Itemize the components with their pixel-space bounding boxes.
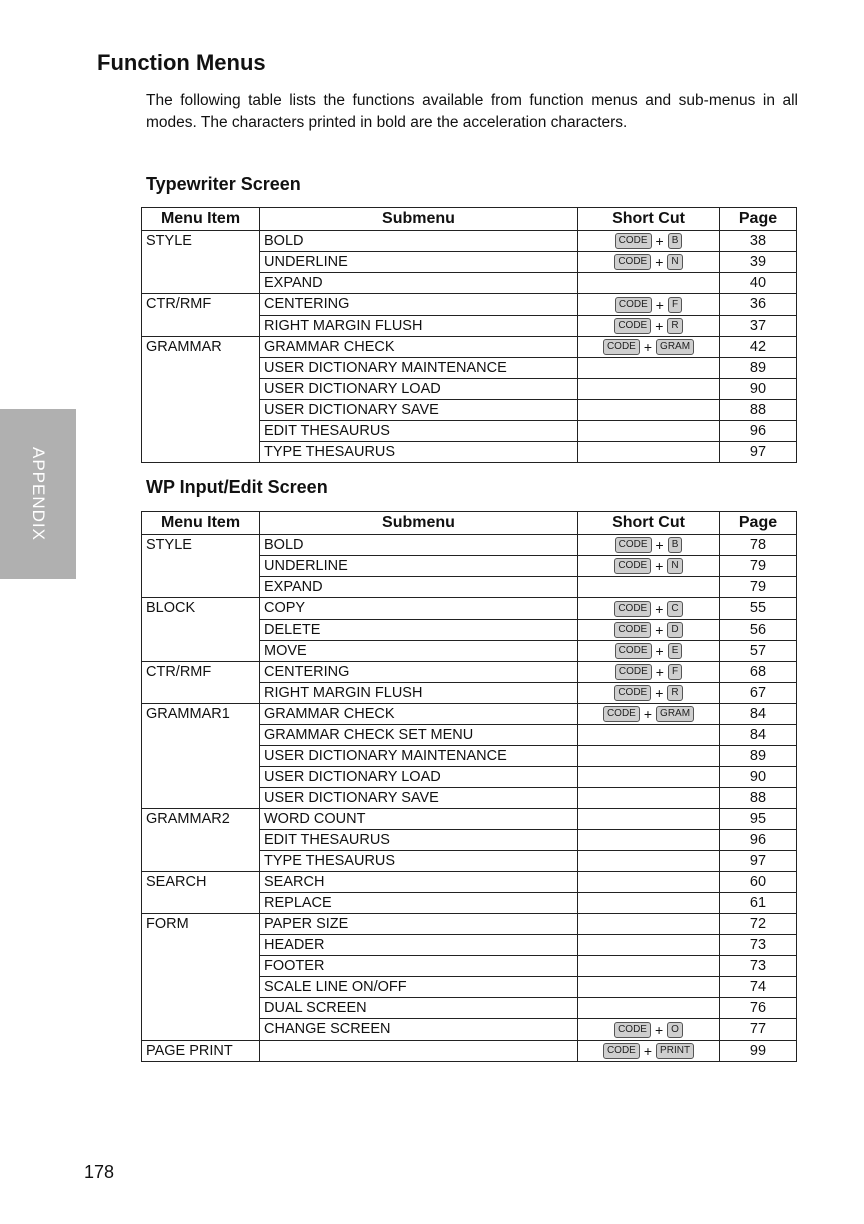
page-cell: 55 xyxy=(720,598,797,619)
plus-sign: + xyxy=(643,706,653,723)
menu-item-cell xyxy=(142,683,260,704)
submenu-cell: SCALE LINE ON/OFF xyxy=(260,977,578,998)
submenu-cell: REPLACE xyxy=(260,893,578,914)
page-cell: 61 xyxy=(720,893,797,914)
menu-item-cell xyxy=(142,830,260,851)
table-row xyxy=(142,872,797,893)
intro-paragraph: The following table lists the functions available from function menus and sub-menus in all modes. The characters printed in bold are the acceleration characters. xyxy=(146,92,798,131)
page-cell: 39 xyxy=(720,252,797,273)
keycap: GRAM xyxy=(656,339,694,355)
page-cell: 88 xyxy=(720,399,797,420)
table-row xyxy=(142,998,797,1019)
shortcut-cell xyxy=(578,535,720,556)
column-header-menu-item: Menu Item xyxy=(142,512,260,535)
submenu-cell: GRAMMAR CHECK xyxy=(260,704,578,725)
submenu-cell: EXPAND xyxy=(260,273,578,294)
menu-item-cell xyxy=(142,746,260,767)
menu-item-cell: GRAMMAR xyxy=(142,336,260,357)
plus-sign: + xyxy=(655,296,664,313)
submenu-cell: BOLD xyxy=(260,231,578,252)
column-header-short-cut: Short Cut xyxy=(578,512,720,535)
page-cell: 67 xyxy=(720,683,797,704)
menu-item-cell xyxy=(142,399,260,420)
keycap: R xyxy=(667,318,682,334)
menu-item-cell xyxy=(142,252,260,273)
menu-item-cell: FORM xyxy=(142,914,260,935)
keycap: C xyxy=(667,601,682,617)
shortcut-cell xyxy=(578,872,720,893)
table-row xyxy=(142,1040,797,1061)
submenu-cell: BOLD xyxy=(260,535,578,556)
menu-item-cell xyxy=(142,977,260,998)
keycap: E xyxy=(668,643,683,659)
keycap: CODE xyxy=(603,706,640,722)
column-header-submenu: Submenu xyxy=(260,512,578,535)
shortcut-cell xyxy=(578,420,720,441)
keycap: D xyxy=(667,622,682,638)
menu-item-cell xyxy=(142,788,260,809)
submenu-cell: USER DICTIONARY SAVE xyxy=(260,788,578,809)
menu-item-cell: BLOCK xyxy=(142,598,260,619)
shortcut-cell xyxy=(578,893,720,914)
submenu-cell: HEADER xyxy=(260,935,578,956)
menu-item-cell xyxy=(142,956,260,977)
shortcut-cell xyxy=(578,619,720,640)
shortcut-cell xyxy=(578,830,720,851)
submenu-cell: USER DICTIONARY MAINTENANCE xyxy=(260,746,578,767)
page-cell: 97 xyxy=(720,441,797,462)
shortcut-cell xyxy=(578,851,720,872)
page-title: Function Menus xyxy=(97,50,266,75)
table-row xyxy=(142,231,797,252)
table-row xyxy=(142,683,797,704)
keycap: N xyxy=(667,254,682,270)
page-cell: 74 xyxy=(720,977,797,998)
page-cell: 73 xyxy=(720,935,797,956)
table-row xyxy=(142,556,797,577)
keycap: CODE xyxy=(614,685,651,701)
table-row xyxy=(142,640,797,661)
submenu-cell: TYPE THESAURUS xyxy=(260,851,578,872)
column-header-submenu: Submenu xyxy=(260,208,578,231)
section-title-typewriter: Typewriter Screen xyxy=(146,174,301,194)
table-row xyxy=(142,441,797,462)
menu-item-cell xyxy=(142,378,260,399)
typewriter-function-table xyxy=(141,207,797,463)
plus-sign: + xyxy=(655,664,664,681)
keycap: CODE xyxy=(614,1022,651,1038)
menu-item-cell xyxy=(142,1019,260,1040)
keycap: CODE xyxy=(614,318,651,334)
shortcut-cell xyxy=(578,809,720,830)
menu-item-cell: STYLE xyxy=(142,231,260,252)
menu-item-cell xyxy=(142,357,260,378)
keycap: R xyxy=(667,685,682,701)
page-cell: 36 xyxy=(720,294,797,315)
keycap: CODE xyxy=(614,254,651,270)
shortcut-cell xyxy=(578,598,720,619)
shortcut-cell xyxy=(578,977,720,998)
menu-item-cell: PAGE PRINT xyxy=(142,1040,260,1061)
menu-item-cell xyxy=(142,851,260,872)
keycap: CODE xyxy=(615,537,652,553)
shortcut-cell xyxy=(578,556,720,577)
table-row xyxy=(142,357,797,378)
submenu-cell: MOVE xyxy=(260,640,578,661)
page-cell: 79 xyxy=(720,556,797,577)
shortcut-cell xyxy=(578,1040,720,1061)
submenu-cell: UNDERLINE xyxy=(260,556,578,577)
plus-sign: + xyxy=(655,621,664,638)
submenu-cell: CHANGE SCREEN xyxy=(260,1019,578,1040)
page-cell: 99 xyxy=(720,1040,797,1061)
submenu-cell: PAPER SIZE xyxy=(260,914,578,935)
table-row xyxy=(142,294,797,315)
submenu-cell: DELETE xyxy=(260,619,578,640)
keycap: PRINT xyxy=(656,1043,694,1059)
shortcut-cell xyxy=(578,357,720,378)
submenu-cell: DUAL SCREEN xyxy=(260,998,578,1019)
submenu-cell: UNDERLINE xyxy=(260,252,578,273)
appendix-side-tab xyxy=(0,409,76,579)
keycap: CODE xyxy=(603,339,640,355)
keycap: CODE xyxy=(615,643,652,659)
table-row xyxy=(142,767,797,788)
page-cell: 37 xyxy=(720,315,797,336)
table-header-row xyxy=(142,208,797,231)
shortcut-cell xyxy=(578,441,720,462)
menu-item-cell xyxy=(142,556,260,577)
page-cell: 57 xyxy=(720,640,797,661)
shortcut-cell xyxy=(578,577,720,598)
table-row xyxy=(142,830,797,851)
page-cell: 72 xyxy=(720,914,797,935)
table-row xyxy=(142,977,797,998)
page-cell: 68 xyxy=(720,661,797,682)
plus-sign: + xyxy=(654,1021,664,1038)
menu-item-cell xyxy=(142,640,260,661)
page-number: 178 xyxy=(84,1162,115,1182)
table-row xyxy=(142,661,797,682)
submenu-cell: GRAMMAR CHECK xyxy=(260,336,578,357)
page-cell: 42 xyxy=(720,336,797,357)
table-row xyxy=(142,378,797,399)
table-row xyxy=(142,420,797,441)
plus-sign: + xyxy=(655,600,664,617)
table-row xyxy=(142,273,797,294)
keycap: CODE xyxy=(615,233,652,249)
table-row xyxy=(142,577,797,598)
page-cell: 84 xyxy=(720,725,797,746)
plus-sign: + xyxy=(655,558,664,575)
page-cell: 73 xyxy=(720,956,797,977)
table-row xyxy=(142,1019,797,1040)
submenu-cell: TYPE THESAURUS xyxy=(260,441,578,462)
plus-sign: + xyxy=(655,537,664,554)
submenu-cell: WORD COUNT xyxy=(260,809,578,830)
submenu-cell: EDIT THESAURUS xyxy=(260,830,578,851)
page-cell: 56 xyxy=(720,619,797,640)
submenu-cell: SEARCH xyxy=(260,872,578,893)
table-row xyxy=(142,535,797,556)
column-header-menu-item: Menu Item xyxy=(142,208,260,231)
keycap: N xyxy=(667,558,682,574)
page-cell: 89 xyxy=(720,357,797,378)
shortcut-cell xyxy=(578,746,720,767)
table-row xyxy=(142,619,797,640)
shortcut-cell xyxy=(578,935,720,956)
page-cell: 96 xyxy=(720,420,797,441)
shortcut-cell xyxy=(578,998,720,1019)
plus-sign: + xyxy=(655,233,664,250)
submenu-cell: CENTERING xyxy=(260,294,578,315)
menu-item-cell xyxy=(142,315,260,336)
menu-item-cell xyxy=(142,577,260,598)
page-cell: 77 xyxy=(720,1019,797,1040)
shortcut-cell xyxy=(578,767,720,788)
plus-sign: + xyxy=(643,1042,653,1059)
shortcut-cell xyxy=(578,956,720,977)
shortcut-cell xyxy=(578,378,720,399)
menu-item-cell: CTR/RMF xyxy=(142,661,260,682)
page-cell: 97 xyxy=(720,851,797,872)
table-row xyxy=(142,598,797,619)
column-header-short-cut: Short Cut xyxy=(578,208,720,231)
shortcut-cell xyxy=(578,273,720,294)
plus-sign: + xyxy=(655,642,664,659)
page-cell: 88 xyxy=(720,788,797,809)
submenu-cell: RIGHT MARGIN FLUSH xyxy=(260,315,578,336)
submenu-cell: EXPAND xyxy=(260,577,578,598)
table-row xyxy=(142,956,797,977)
keycap: CODE xyxy=(614,601,651,617)
keycap: GRAM xyxy=(656,706,694,722)
menu-item-cell xyxy=(142,935,260,956)
table-header-row xyxy=(142,512,797,535)
keycap: CODE xyxy=(615,297,652,313)
page-cell: 90 xyxy=(720,378,797,399)
menu-item-cell: GRAMMAR1 xyxy=(142,704,260,725)
shortcut-cell xyxy=(578,704,720,725)
table-row xyxy=(142,252,797,273)
menu-item-cell xyxy=(142,420,260,441)
submenu-cell: USER DICTIONARY LOAD xyxy=(260,767,578,788)
column-header-page: Page xyxy=(720,208,797,231)
menu-item-cell xyxy=(142,767,260,788)
table-row xyxy=(142,788,797,809)
keycap: F xyxy=(668,297,682,313)
plus-sign: + xyxy=(655,317,664,334)
shortcut-cell xyxy=(578,294,720,315)
menu-item-cell: SEARCH xyxy=(142,872,260,893)
submenu-cell: FOOTER xyxy=(260,956,578,977)
page-cell: 76 xyxy=(720,998,797,1019)
menu-item-cell xyxy=(142,893,260,914)
page-cell: 60 xyxy=(720,872,797,893)
shortcut-cell xyxy=(578,914,720,935)
submenu-cell: USER DICTIONARY SAVE xyxy=(260,399,578,420)
menu-item-cell xyxy=(142,725,260,746)
submenu-cell: GRAMMAR CHECK SET MENU xyxy=(260,725,578,746)
keycap: B xyxy=(668,233,683,249)
shortcut-cell xyxy=(578,725,720,746)
shortcut-cell xyxy=(578,336,720,357)
page-cell: 90 xyxy=(720,767,797,788)
plus-sign: + xyxy=(655,685,664,702)
shortcut-cell xyxy=(578,661,720,682)
table-row xyxy=(142,725,797,746)
shortcut-cell xyxy=(578,640,720,661)
keycap: B xyxy=(668,537,683,553)
menu-item-cell: CTR/RMF xyxy=(142,294,260,315)
keycap: CODE xyxy=(614,622,651,638)
menu-item-cell: GRAMMAR2 xyxy=(142,809,260,830)
table-row xyxy=(142,914,797,935)
shortcut-cell xyxy=(578,788,720,809)
wp-input-edit-function-table xyxy=(141,511,797,1062)
keycap: O xyxy=(667,1022,683,1038)
submenu-cell: USER DICTIONARY MAINTENANCE xyxy=(260,357,578,378)
shortcut-cell xyxy=(578,683,720,704)
submenu-cell: CENTERING xyxy=(260,661,578,682)
page-cell: 96 xyxy=(720,830,797,851)
submenu-cell: USER DICTIONARY LOAD xyxy=(260,378,578,399)
menu-item-cell xyxy=(142,273,260,294)
page-cell: 40 xyxy=(720,273,797,294)
shortcut-cell xyxy=(578,399,720,420)
submenu-cell xyxy=(260,1040,578,1061)
table-row xyxy=(142,336,797,357)
submenu-cell: COPY xyxy=(260,598,578,619)
page-cell: 79 xyxy=(720,577,797,598)
page-cell: 95 xyxy=(720,809,797,830)
page-cell: 38 xyxy=(720,231,797,252)
plus-sign: + xyxy=(643,338,653,355)
page-cell: 84 xyxy=(720,704,797,725)
menu-item-cell xyxy=(142,619,260,640)
keycap: CODE xyxy=(615,664,652,680)
shortcut-cell xyxy=(578,315,720,336)
menu-item-cell: STYLE xyxy=(142,535,260,556)
table-row xyxy=(142,704,797,725)
table-row xyxy=(142,935,797,956)
table-row xyxy=(142,893,797,914)
menu-item-cell xyxy=(142,998,260,1019)
shortcut-cell xyxy=(578,1019,720,1040)
menu-item-cell xyxy=(142,441,260,462)
column-header-page: Page xyxy=(720,512,797,535)
table-row xyxy=(142,746,797,767)
side-tab-label: APPENDIX xyxy=(29,447,48,541)
section-title-wp-input-edit: WP Input/Edit Screen xyxy=(146,477,328,497)
keycap: F xyxy=(668,664,682,680)
submenu-cell: RIGHT MARGIN FLUSH xyxy=(260,683,578,704)
page-cell: 78 xyxy=(720,535,797,556)
shortcut-cell xyxy=(578,231,720,252)
table-row xyxy=(142,851,797,872)
shortcut-cell xyxy=(578,252,720,273)
keycap: CODE xyxy=(614,558,651,574)
table-row xyxy=(142,809,797,830)
table-row xyxy=(142,315,797,336)
plus-sign: + xyxy=(655,254,664,271)
page-cell: 89 xyxy=(720,746,797,767)
table-row xyxy=(142,399,797,420)
keycap: CODE xyxy=(603,1043,640,1059)
submenu-cell: EDIT THESAURUS xyxy=(260,420,578,441)
